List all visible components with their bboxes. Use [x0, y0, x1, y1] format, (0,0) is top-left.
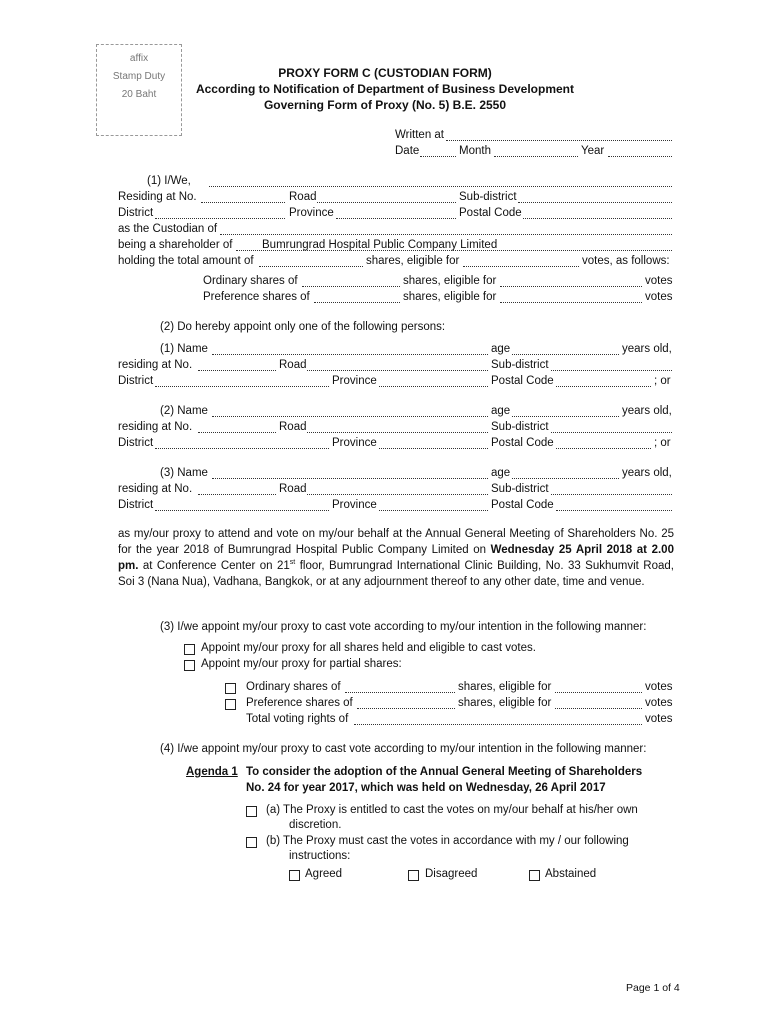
person-2-age-label: age [491, 405, 511, 417]
all-shares-checkbox[interactable] [184, 644, 195, 655]
person-1-province-label: Province [332, 375, 377, 387]
person-3-postal-label: Postal Code [491, 499, 554, 511]
person-3-province-label: Province [332, 499, 377, 511]
iwe-field[interactable] [209, 186, 672, 187]
person-3-district-field[interactable] [155, 510, 329, 511]
holding-label: holding the total amount of [118, 255, 254, 267]
preference-shares-field[interactable] [314, 302, 400, 303]
form-subtitle-1: According to Notification of Department of Business Development [195, 82, 575, 96]
agenda-1-title-line2: No. 24 for year 2017, which was held on Wednesday, 26 April 2017 [246, 782, 606, 794]
page-number: Page 1 of 4 [626, 982, 680, 994]
ordinary-shares-label: Ordinary shares of [203, 275, 298, 287]
person-1-age-field[interactable] [512, 354, 619, 355]
custodian-label: as the Custodian of [118, 223, 218, 235]
person-2-road-label: Road [279, 421, 307, 433]
s3-preference-votes-field[interactable] [555, 708, 642, 709]
custodian-field[interactable] [220, 234, 672, 235]
person-3-age-field[interactable] [512, 478, 619, 479]
person-2-name-field[interactable] [212, 416, 488, 417]
road-label: Road [289, 191, 317, 203]
preference-votes-label: votes [645, 291, 673, 303]
agenda-1-title-line1: To consider the adoption of the Annual General Meeting of Shareholders [246, 766, 643, 778]
person-2-name-label: (2) Name [160, 405, 208, 417]
person-3-road-field[interactable] [307, 494, 488, 495]
person-3-postal-field[interactable] [556, 510, 672, 511]
person-1-postal-label: Postal Code [491, 375, 554, 387]
person-1-residing-label: residing at No. [118, 359, 193, 371]
person-2-subdistrict-field[interactable] [551, 432, 672, 433]
stamp-line-affix: affix [129, 53, 149, 64]
person-1-name-field[interactable] [212, 354, 488, 355]
company-name: Bumrungrad Hospital Public Company Limited [262, 239, 498, 251]
person-2-years-label: years old, [622, 405, 672, 417]
postal-code-field[interactable] [523, 218, 672, 219]
preference-votes-field[interactable] [500, 302, 642, 303]
shareholder-field[interactable] [236, 250, 672, 251]
agenda-1-label: Agenda 1 [186, 766, 238, 778]
person-1-or-label: ; or [654, 375, 671, 387]
month-field[interactable] [494, 156, 578, 157]
person-3-road-label: Road [279, 483, 307, 495]
date-label: Date [395, 145, 420, 157]
year-field[interactable] [608, 156, 672, 157]
person-3-residing-label: residing at No. [118, 483, 193, 495]
person-1-years-label: years old, [622, 343, 672, 355]
disagreed-label: Disagreed [425, 868, 478, 880]
proxy-text-part3: floor, Bumrungrad International Clinic Building, No. 33 Sukhumvit Road, Soi 3 (Nana Nua), Vadhana, Bangkok, or at any adjournment thereof to any other date, time and venue. [118, 560, 674, 588]
person-1-residing-field[interactable] [198, 370, 276, 371]
all-shares-label: Appoint my/our proxy for all shares held and eligible to cast votes. [201, 642, 536, 654]
subdistrict-field[interactable] [518, 202, 672, 203]
person-3-name-label: (3) Name [160, 467, 208, 479]
s3-ordinary-votes-field[interactable] [555, 692, 642, 693]
form-title: PROXY FORM C (CUSTODIAN FORM) [278, 66, 492, 80]
s3-ordinary-eligible-label: shares, eligible for [458, 681, 552, 693]
person-2-district-label: District [118, 437, 154, 449]
agreed-label: Agreed [305, 868, 343, 880]
iwe-label: (1) I/We, [147, 175, 191, 187]
option-b-line1: (b) The Proxy must cast the votes in accordance with my / our following [266, 835, 629, 847]
partial-shares-label: Appoint my/our proxy for partial shares: [201, 658, 402, 670]
person-2-age-field[interactable] [512, 416, 619, 417]
date-field[interactable] [420, 156, 456, 157]
option-a-checkbox[interactable] [246, 806, 257, 817]
person-1-subdistrict-field[interactable] [551, 370, 672, 371]
s3-ordinary-shares-field[interactable] [345, 692, 455, 693]
s3-ordinary-checkbox[interactable] [225, 683, 236, 694]
residing-label: Residing at No. [118, 191, 197, 203]
s3-preference-checkbox[interactable] [225, 699, 236, 710]
written-at-field[interactable] [446, 140, 672, 141]
shareholder-label: being a shareholder of [118, 239, 233, 251]
s3-ordinary-label: Ordinary shares of [246, 681, 341, 693]
floor-ordinal-sup: st [289, 559, 296, 567]
preference-eligible-label: shares, eligible for [403, 291, 497, 303]
ordinary-shares-field[interactable] [302, 286, 400, 287]
section-3-heading: (3) I/we appoint my/our proxy to cast vote according to my/our intention in the following manner: [160, 621, 647, 633]
person-2-road-field[interactable] [307, 432, 488, 433]
person-1-road-field[interactable] [307, 370, 488, 371]
district-field[interactable] [155, 218, 285, 219]
person-1-age-label: age [491, 343, 511, 355]
person-3-subdistrict-field[interactable] [551, 494, 672, 495]
person-2-province-label: Province [332, 437, 377, 449]
s3-preference-label: Preference shares of [246, 697, 353, 709]
s3-preference-votes-label: votes [645, 697, 673, 709]
year-label: Year [581, 145, 605, 157]
agreed-checkbox[interactable] [289, 870, 300, 881]
person-3-years-label: years old, [622, 467, 672, 479]
s3-preference-shares-field[interactable] [357, 708, 455, 709]
person-2-residing-label: residing at No. [118, 421, 193, 433]
s3-total-field[interactable] [354, 724, 642, 725]
option-a-line2: discretion. [289, 819, 342, 831]
person-1-subdistrict-label: Sub-district [491, 359, 549, 371]
person-2-or-label: ; or [654, 437, 671, 449]
person-2-postal-field[interactable] [556, 448, 651, 449]
partial-shares-checkbox[interactable] [184, 660, 195, 671]
person-2-residing-field[interactable] [198, 432, 276, 433]
holding-votes-field[interactable] [463, 266, 579, 267]
s3-preference-eligible-label: shares, eligible for [458, 697, 552, 709]
proxy-paragraph [118, 526, 674, 590]
form-subtitle-2: Governing Form of Proxy (No. 5) B.E. 2550 [263, 98, 507, 112]
stamp-line-duty: Stamp Duty [112, 71, 166, 82]
person-1-postal-field[interactable] [556, 386, 651, 387]
written-at-label: Written at [395, 129, 444, 141]
stamp-line-amount: 20 Baht [121, 89, 157, 100]
district-label: District [118, 207, 154, 219]
section-4-heading: (4) I/we appoint my/our proxy to cast vote according to my/our intention in the following manner: [160, 743, 647, 755]
person-1-district-label: District [118, 375, 154, 387]
month-label: Month [459, 145, 491, 157]
ordinary-votes-label: votes [645, 275, 673, 287]
person-1-name-label: (1) Name [160, 343, 208, 355]
option-b-line2: instructions: [289, 850, 351, 862]
disagreed-checkbox[interactable] [408, 870, 419, 881]
s3-total-label: Total voting rights of [246, 713, 349, 725]
residing-no-field[interactable] [201, 202, 285, 203]
shares-eligible-label: shares, eligible for [366, 255, 460, 267]
proxy-text-part1: as my/our proxy to attend and vote on my/our behalf at the Annual General Meeting of Shareholders No. 25 for the year 2018 of Bumrungrad Hospital Public Company Limited on [118, 528, 674, 556]
proxy-text-part2: at Conference Center on 21 [138, 560, 290, 572]
person-3-province-field[interactable] [379, 510, 488, 511]
option-b-checkbox[interactable] [246, 837, 257, 848]
person-2-district-field[interactable] [155, 448, 329, 449]
preference-shares-label: Preference shares of [203, 291, 310, 303]
person-1-province-field[interactable] [379, 386, 488, 387]
person-3-name-field[interactable] [212, 478, 488, 479]
ordinary-eligible-label: shares, eligible for [403, 275, 497, 287]
abstained-label: Abstained [545, 868, 597, 880]
person-3-district-label: District [118, 499, 154, 511]
person-3-age-label: age [491, 467, 511, 479]
person-3-subdistrict-label: Sub-district [491, 483, 549, 495]
option-a-line1: (a) The Proxy is entitled to cast the votes on my/our behalf at his/her own [266, 804, 638, 816]
subdistrict-label: Sub-district [459, 191, 517, 203]
appoint-heading: (2) Do hereby appoint only one of the following persons: [160, 321, 446, 333]
person-1-road-label: Road [279, 359, 307, 371]
province-label: Province [289, 207, 334, 219]
s3-ordinary-votes-label: votes [645, 681, 673, 693]
person-2-postal-label: Postal Code [491, 437, 554, 449]
holding-shares-field[interactable] [259, 266, 363, 267]
s3-total-votes-label: votes [645, 713, 673, 725]
person-2-province-field[interactable] [379, 448, 488, 449]
province-field[interactable] [336, 218, 456, 219]
person-1-district-field[interactable] [155, 386, 329, 387]
votes-as-follows-label: votes, as follows: [582, 255, 670, 267]
ordinary-votes-field[interactable] [500, 286, 642, 287]
postal-code-label: Postal Code [459, 207, 522, 219]
person-2-subdistrict-label: Sub-district [491, 421, 549, 433]
meeting-date-bold: Wednesday 25 April 2018 at 2.00 pm. [118, 544, 674, 572]
road-field[interactable] [317, 202, 456, 203]
abstained-checkbox[interactable] [529, 870, 540, 881]
person-3-residing-field[interactable] [198, 494, 276, 495]
